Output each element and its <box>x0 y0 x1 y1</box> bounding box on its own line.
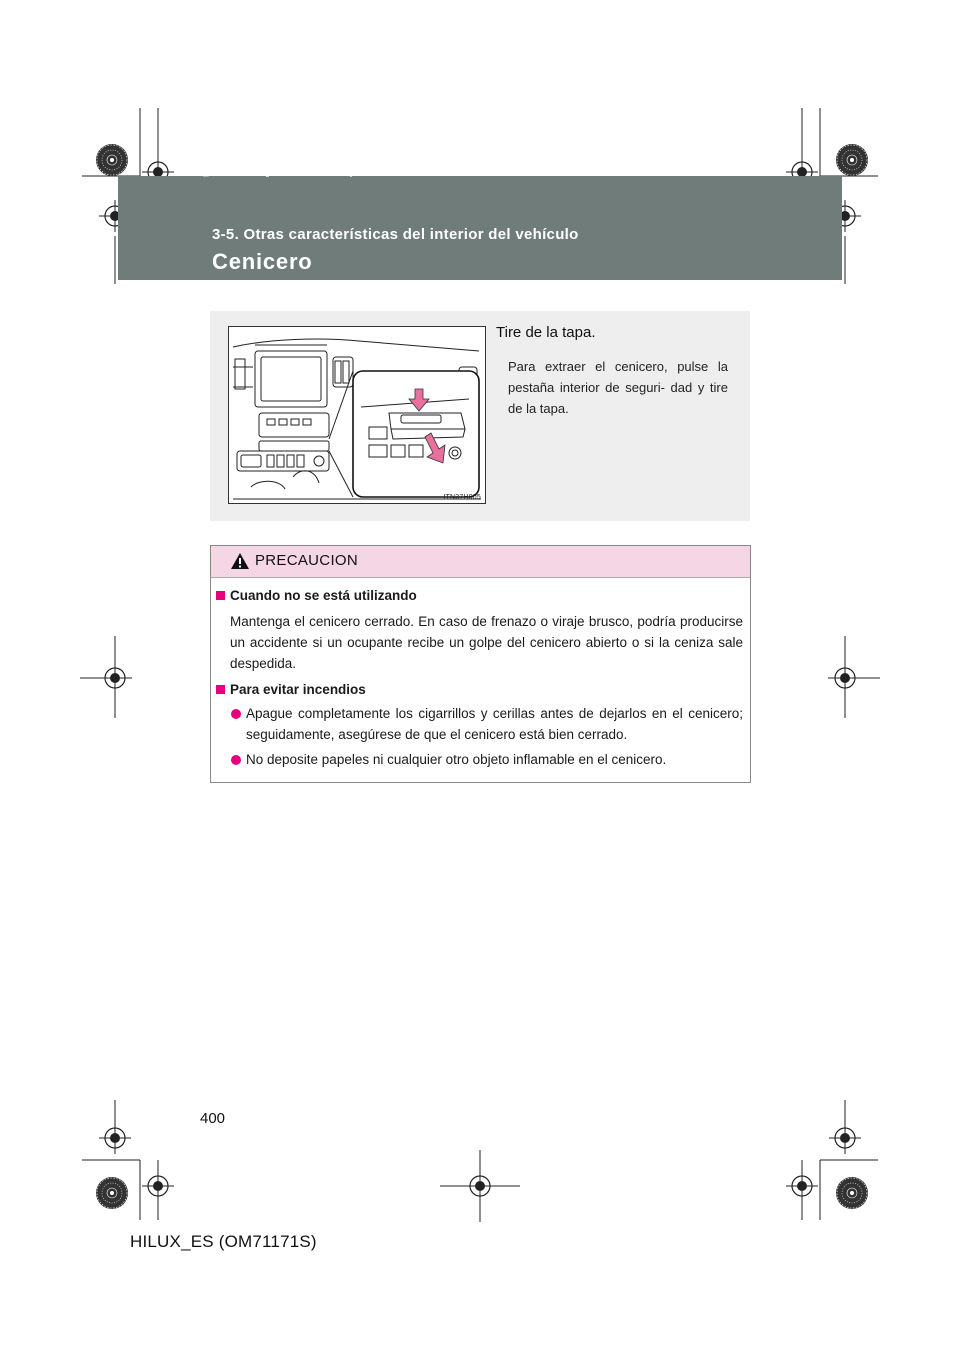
caution-text-1: Mantenga el cenicero cerrado. En caso de frenazo o viraje brusco, podría producirse un accidente si un ocupante recibe un golpe del cenicero abierto o si la ceniza sale despedida. <box>230 614 743 671</box>
color-target-icon <box>836 144 868 176</box>
section-heading: 3-5. Otras características del interior del vehículo <box>212 226 579 243</box>
page-title: Cenicero <box>212 249 313 274</box>
page-number: 400 <box>200 1110 226 1127</box>
color-target-icon <box>836 1177 868 1209</box>
registration-mark-icon <box>786 1170 818 1202</box>
registration-mark-icon <box>829 662 861 694</box>
book-stamp: HILUX_ES.book Page 400 Wednesday, March 23, 2011 4:15 PM <box>175 168 490 178</box>
dashboard-drawing <box>229 327 485 503</box>
caution-heading-2: Para evitar incendios <box>230 682 366 697</box>
registration-mark-icon <box>99 662 131 694</box>
registration-mark-icon <box>142 1170 174 1202</box>
caution-header <box>211 546 750 578</box>
registration-mark-icon <box>464 1170 496 1202</box>
caution-title: PRECAUCION <box>255 552 359 569</box>
registration-mark-icon <box>99 1122 131 1154</box>
round-bullet-icon <box>231 755 241 765</box>
caution-heading-1: Cuando no se está utilizando <box>230 588 417 603</box>
caution-box <box>210 545 751 783</box>
document-code: HILUX_ES (OM71171S) <box>130 1232 317 1251</box>
caution-bullet-1: Apague completamente los cigarrillos y cerillas antes de dejarlos en el cenicero; seguidamente, asegúrese de que el cenicero está bien cerrado. <box>246 706 743 742</box>
instruction-step: Tire de la tapa. <box>496 324 596 341</box>
ashtray-illustration <box>228 326 486 504</box>
instruction-detail: Para extraer el cenicero, pulse la pestaña interior de seguri- dad y tire de la tapa. <box>508 359 728 416</box>
registration-mark-icon <box>829 1122 861 1154</box>
figure-code: ITN37H005 <box>443 494 481 501</box>
round-bullet-icon <box>231 709 241 719</box>
caution-bullet-2: No deposite papeles ni cualquier otro objeto inflamable en el cenicero. <box>246 752 667 767</box>
color-target-icon <box>96 144 128 176</box>
square-bullet-icon <box>216 685 225 694</box>
color-target-icon <box>96 1177 128 1209</box>
square-bullet-icon <box>216 591 225 600</box>
warning-triangle-icon <box>230 552 250 570</box>
